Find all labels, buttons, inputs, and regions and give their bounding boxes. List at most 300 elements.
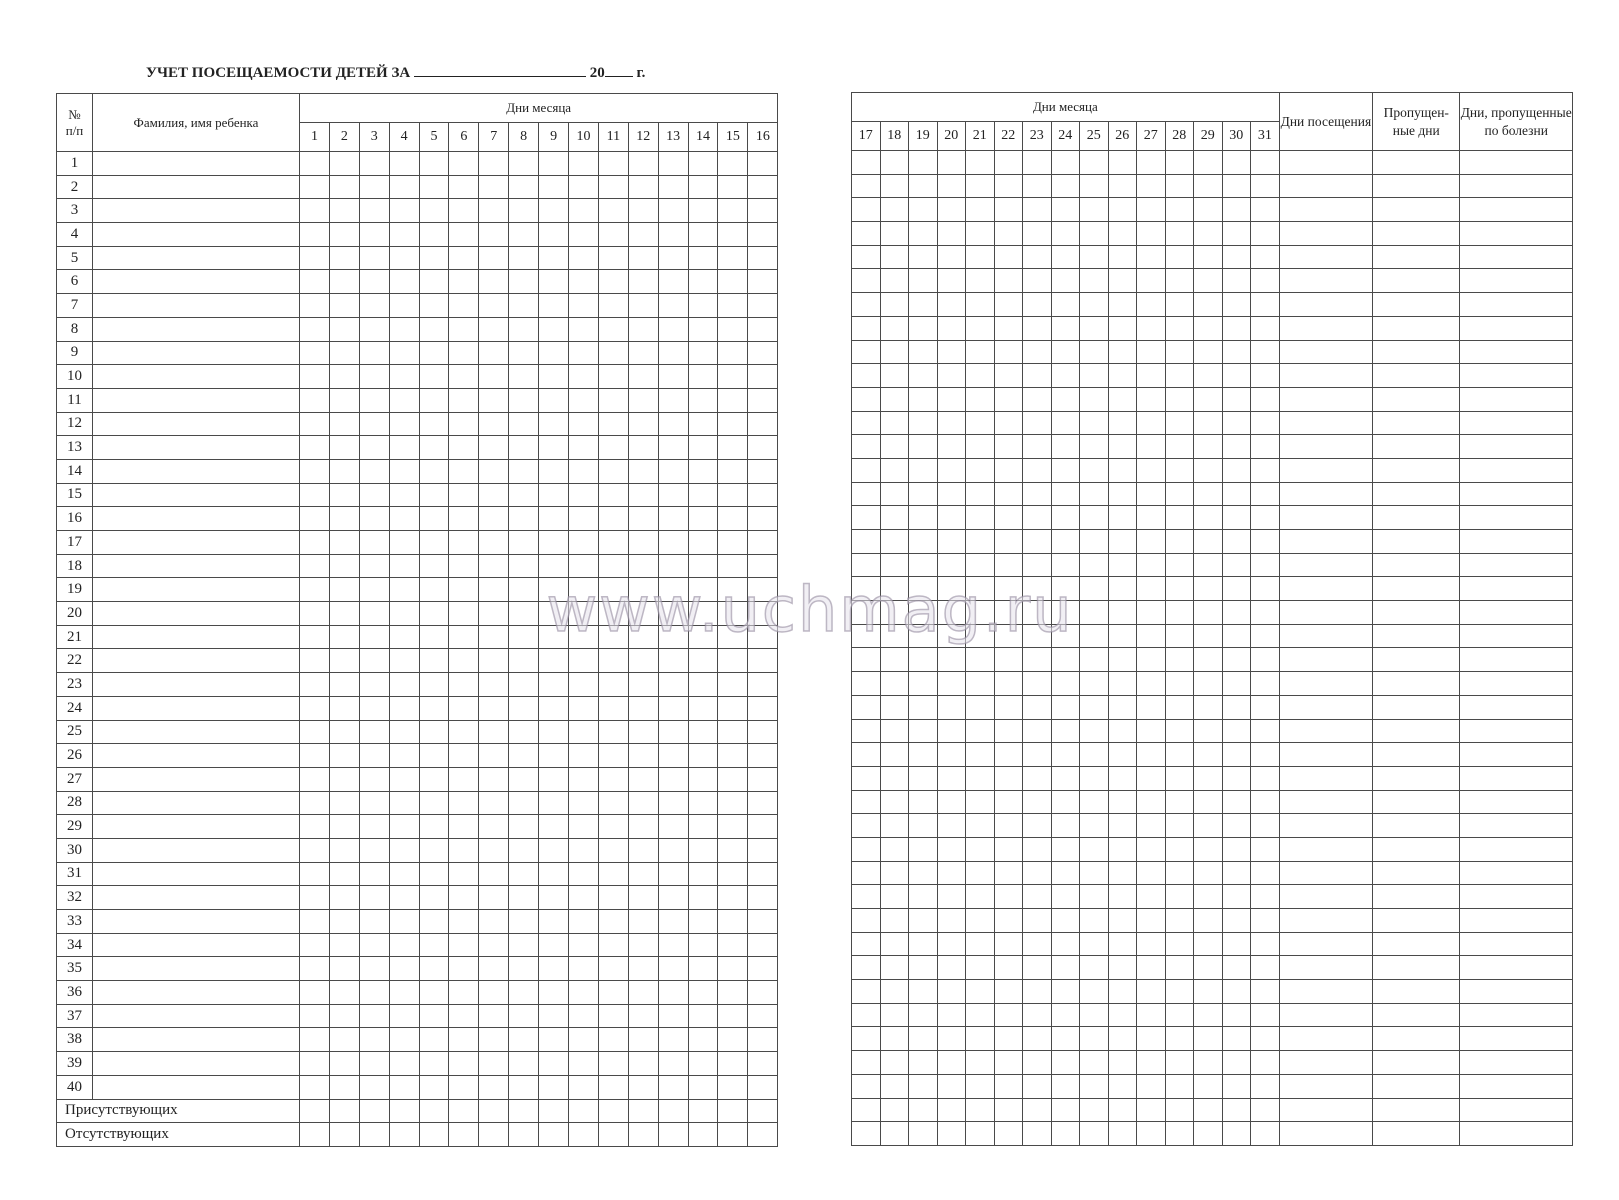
attendance-cell[interactable] <box>852 458 881 482</box>
attendance-cell[interactable] <box>852 601 881 625</box>
attendance-cell[interactable] <box>389 412 419 436</box>
attendance-cell[interactable] <box>1080 1122 1109 1146</box>
attendance-cell[interactable] <box>1222 861 1251 885</box>
attendance-cell[interactable] <box>937 530 966 554</box>
sick-days-cell[interactable] <box>1460 174 1573 198</box>
attendance-cell[interactable] <box>658 365 688 389</box>
attendance-cell[interactable] <box>449 602 479 626</box>
attendance-cell[interactable] <box>1080 151 1109 175</box>
attendance-cell[interactable] <box>909 482 938 506</box>
child-name-cell[interactable] <box>93 152 300 176</box>
attendance-cell[interactable] <box>880 245 909 269</box>
attendance-cell[interactable] <box>1080 269 1109 293</box>
child-name-cell[interactable] <box>93 459 300 483</box>
count-cell[interactable] <box>748 1099 778 1123</box>
attendance-cell[interactable] <box>909 1074 938 1098</box>
attendance-cell[interactable] <box>569 981 599 1005</box>
attendance-cell[interactable] <box>1108 411 1137 435</box>
attendance-cell[interactable] <box>1137 553 1166 577</box>
sick-days-cell[interactable] <box>1460 861 1573 885</box>
attendance-cell[interactable] <box>509 459 539 483</box>
attendance-cell[interactable] <box>1251 695 1280 719</box>
attendance-cell[interactable] <box>539 1028 569 1052</box>
attendance-cell[interactable] <box>880 506 909 530</box>
attended-days-cell[interactable] <box>1279 506 1372 530</box>
attendance-cell[interactable] <box>1222 672 1251 696</box>
attendance-cell[interactable] <box>1222 956 1251 980</box>
attendance-cell[interactable] <box>909 956 938 980</box>
attendance-cell[interactable] <box>1051 861 1080 885</box>
attendance-cell[interactable] <box>1137 932 1166 956</box>
attended-days-cell[interactable] <box>1279 1074 1372 1098</box>
missed-days-cell[interactable] <box>1373 316 1460 340</box>
attendance-cell[interactable] <box>748 791 778 815</box>
attendance-cell[interactable] <box>994 387 1023 411</box>
attendance-cell[interactable] <box>419 933 449 957</box>
child-name-cell[interactable] <box>93 933 300 957</box>
attendance-cell[interactable] <box>852 530 881 554</box>
missed-days-cell[interactable] <box>1373 387 1460 411</box>
attendance-cell[interactable] <box>1251 435 1280 459</box>
attendance-cell[interactable] <box>688 886 718 910</box>
attended-days-cell[interactable] <box>1279 743 1372 767</box>
attendance-cell[interactable] <box>300 649 330 673</box>
attendance-cell[interactable] <box>479 199 509 223</box>
attendance-cell[interactable] <box>748 720 778 744</box>
attendance-cell[interactable] <box>449 815 479 839</box>
attendance-cell[interactable] <box>688 341 718 365</box>
attendance-cell[interactable] <box>1051 601 1080 625</box>
attendance-cell[interactable] <box>718 507 748 531</box>
attended-days-cell[interactable] <box>1279 530 1372 554</box>
attendance-cell[interactable] <box>1222 695 1251 719</box>
attendance-cell[interactable] <box>509 341 539 365</box>
attendance-cell[interactable] <box>1080 530 1109 554</box>
sick-days-cell[interactable] <box>1460 790 1573 814</box>
attendance-cell[interactable] <box>1222 601 1251 625</box>
sick-days-cell[interactable] <box>1460 340 1573 364</box>
attendance-cell[interactable] <box>359 1075 389 1099</box>
attendance-cell[interactable] <box>1137 601 1166 625</box>
attendance-cell[interactable] <box>1165 482 1194 506</box>
sick-days-cell[interactable] <box>1460 885 1573 909</box>
count-cell[interactable] <box>509 1099 539 1123</box>
sick-days-cell[interactable] <box>1460 601 1573 625</box>
attendance-cell[interactable] <box>1251 814 1280 838</box>
sick-days-cell[interactable] <box>1460 814 1573 838</box>
attendance-cell[interactable] <box>966 743 995 767</box>
attendance-cell[interactable] <box>419 483 449 507</box>
attendance-cell[interactable] <box>628 483 658 507</box>
attendance-cell[interactable] <box>1023 340 1052 364</box>
attendance-cell[interactable] <box>1080 1074 1109 1098</box>
missed-days-cell[interactable] <box>1373 932 1460 956</box>
attendance-cell[interactable] <box>1194 364 1223 388</box>
sick-days-cell[interactable] <box>1460 695 1573 719</box>
attendance-cell[interactable] <box>389 507 419 531</box>
attendance-cell[interactable] <box>966 1003 995 1027</box>
attendance-cell[interactable] <box>1165 387 1194 411</box>
attendance-cell[interactable] <box>569 1075 599 1099</box>
attendance-cell[interactable] <box>880 1098 909 1122</box>
attendance-cell[interactable] <box>539 720 569 744</box>
attendance-cell[interactable] <box>1051 719 1080 743</box>
attendance-cell[interactable] <box>300 223 330 247</box>
attendance-cell[interactable] <box>300 554 330 578</box>
attendance-cell[interactable] <box>329 981 359 1005</box>
attendance-cell[interactable] <box>449 317 479 341</box>
attendance-cell[interactable] <box>300 270 330 294</box>
attendance-cell[interactable] <box>300 886 330 910</box>
attendance-cell[interactable] <box>937 151 966 175</box>
attendance-cell[interactable] <box>688 152 718 176</box>
attendance-cell[interactable] <box>1051 980 1080 1004</box>
attendance-cell[interactable] <box>1051 790 1080 814</box>
attendance-cell[interactable] <box>718 412 748 436</box>
attendance-cell[interactable] <box>880 293 909 317</box>
sick-days-cell[interactable] <box>1460 530 1573 554</box>
attendance-cell[interactable] <box>1023 387 1052 411</box>
attendance-cell[interactable] <box>1051 1098 1080 1122</box>
attendance-cell[interactable] <box>909 577 938 601</box>
attendance-cell[interactable] <box>569 862 599 886</box>
attendance-cell[interactable] <box>966 530 995 554</box>
attendance-cell[interactable] <box>479 270 509 294</box>
attendance-cell[interactable] <box>389 175 419 199</box>
attendance-cell[interactable] <box>718 388 748 412</box>
sick-days-cell[interactable] <box>1460 980 1573 1004</box>
child-name-cell[interactable] <box>93 791 300 815</box>
attendance-cell[interactable] <box>419 862 449 886</box>
attended-days-cell[interactable] <box>1279 174 1372 198</box>
attendance-cell[interactable] <box>300 1028 330 1052</box>
attendance-cell[interactable] <box>1051 1027 1080 1051</box>
attendance-cell[interactable] <box>937 790 966 814</box>
attendance-cell[interactable] <box>994 458 1023 482</box>
attendance-cell[interactable] <box>658 649 688 673</box>
attendance-cell[interactable] <box>1165 458 1194 482</box>
attendance-cell[interactable] <box>1023 814 1052 838</box>
attendance-cell[interactable] <box>1194 340 1223 364</box>
sick-days-cell[interactable] <box>1460 719 1573 743</box>
attendance-cell[interactable] <box>909 695 938 719</box>
attendance-cell[interactable] <box>1023 1003 1052 1027</box>
attendance-cell[interactable] <box>569 696 599 720</box>
attendance-cell[interactable] <box>419 886 449 910</box>
attendance-cell[interactable] <box>994 482 1023 506</box>
attendance-cell[interactable] <box>1023 151 1052 175</box>
attendance-cell[interactable] <box>419 388 449 412</box>
attendance-cell[interactable] <box>419 744 449 768</box>
attended-days-cell[interactable] <box>1279 956 1372 980</box>
attendance-cell[interactable] <box>389 981 419 1005</box>
attendance-cell[interactable] <box>1108 1051 1137 1075</box>
attendance-cell[interactable] <box>1194 530 1223 554</box>
attendance-cell[interactable] <box>598 720 628 744</box>
count-cell[interactable] <box>748 1123 778 1147</box>
attendance-cell[interactable] <box>658 223 688 247</box>
attendance-cell[interactable] <box>718 720 748 744</box>
attendance-cell[interactable] <box>479 862 509 886</box>
attendance-cell[interactable] <box>419 981 449 1005</box>
attendance-cell[interactable] <box>1194 222 1223 246</box>
attendance-cell[interactable] <box>598 1028 628 1052</box>
attendance-cell[interactable] <box>1251 672 1280 696</box>
attendance-cell[interactable] <box>880 790 909 814</box>
attendance-cell[interactable] <box>937 245 966 269</box>
attendance-cell[interactable] <box>852 885 881 909</box>
attendance-cell[interactable] <box>718 744 748 768</box>
attendance-cell[interactable] <box>966 766 995 790</box>
attendance-cell[interactable] <box>1108 695 1137 719</box>
attendance-cell[interactable] <box>966 482 995 506</box>
attendance-cell[interactable] <box>852 269 881 293</box>
attendance-cell[interactable] <box>449 886 479 910</box>
attendance-cell[interactable] <box>994 956 1023 980</box>
attendance-cell[interactable] <box>329 933 359 957</box>
attendance-cell[interactable] <box>1108 222 1137 246</box>
attendance-cell[interactable] <box>1080 790 1109 814</box>
attendance-cell[interactable] <box>598 246 628 270</box>
attendance-cell[interactable] <box>1194 909 1223 933</box>
attended-days-cell[interactable] <box>1279 222 1372 246</box>
attendance-cell[interactable] <box>880 387 909 411</box>
child-name-cell[interactable] <box>93 744 300 768</box>
attendance-cell[interactable] <box>509 365 539 389</box>
attendance-cell[interactable] <box>880 861 909 885</box>
child-name-cell[interactable] <box>93 625 300 649</box>
attendance-cell[interactable] <box>994 601 1023 625</box>
attendance-cell[interactable] <box>1023 482 1052 506</box>
attendance-cell[interactable] <box>1051 151 1080 175</box>
attendance-cell[interactable] <box>1194 577 1223 601</box>
missed-days-cell[interactable] <box>1373 482 1460 506</box>
attendance-cell[interactable] <box>1222 885 1251 909</box>
attendance-cell[interactable] <box>1251 1098 1280 1122</box>
missed-days-cell[interactable] <box>1373 530 1460 554</box>
attendance-cell[interactable] <box>479 246 509 270</box>
missed-days-cell[interactable] <box>1373 909 1460 933</box>
attendance-cell[interactable] <box>1080 506 1109 530</box>
attendance-cell[interactable] <box>419 1052 449 1076</box>
attendance-cell[interactable] <box>1023 861 1052 885</box>
attendance-cell[interactable] <box>966 719 995 743</box>
year-blank-line[interactable] <box>605 62 633 77</box>
attendance-cell[interactable] <box>509 767 539 791</box>
attendance-cell[interactable] <box>852 932 881 956</box>
attendance-cell[interactable] <box>1165 1098 1194 1122</box>
attendance-cell[interactable] <box>1051 245 1080 269</box>
attendance-cell[interactable] <box>359 910 389 934</box>
attendance-cell[interactable] <box>1194 553 1223 577</box>
attendance-cell[interactable] <box>1137 269 1166 293</box>
attendance-cell[interactable] <box>1194 151 1223 175</box>
attendance-cell[interactable] <box>1108 577 1137 601</box>
attendance-cell[interactable] <box>569 199 599 223</box>
attendance-cell[interactable] <box>1251 482 1280 506</box>
attendance-cell[interactable] <box>1023 1027 1052 1051</box>
attendance-cell[interactable] <box>658 270 688 294</box>
attendance-cell[interactable] <box>628 531 658 555</box>
attended-days-cell[interactable] <box>1279 601 1372 625</box>
attendance-cell[interactable] <box>419 1004 449 1028</box>
attendance-cell[interactable] <box>909 719 938 743</box>
attendance-cell[interactable] <box>449 246 479 270</box>
attendance-cell[interactable] <box>509 1052 539 1076</box>
attended-days-cell[interactable] <box>1279 387 1372 411</box>
attendance-cell[interactable] <box>329 483 359 507</box>
attendance-cell[interactable] <box>994 1098 1023 1122</box>
attendance-cell[interactable] <box>748 862 778 886</box>
attendance-cell[interactable] <box>880 364 909 388</box>
attendance-cell[interactable] <box>449 910 479 934</box>
attendance-cell[interactable] <box>1194 1027 1223 1051</box>
attendance-cell[interactable] <box>300 981 330 1005</box>
attendance-cell[interactable] <box>909 340 938 364</box>
attendance-cell[interactable] <box>852 316 881 340</box>
attendance-cell[interactable] <box>748 412 778 436</box>
attendance-cell[interactable] <box>329 1004 359 1028</box>
attendance-cell[interactable] <box>718 673 748 697</box>
attendance-cell[interactable] <box>389 1004 419 1028</box>
attendance-cell[interactable] <box>1222 553 1251 577</box>
attendance-cell[interactable] <box>658 1052 688 1076</box>
attendance-cell[interactable] <box>329 578 359 602</box>
attendance-cell[interactable] <box>1222 293 1251 317</box>
attendance-cell[interactable] <box>937 198 966 222</box>
attendance-cell[interactable] <box>539 175 569 199</box>
attendance-cell[interactable] <box>994 672 1023 696</box>
attendance-cell[interactable] <box>1137 411 1166 435</box>
child-name-cell[interactable] <box>93 388 300 412</box>
attendance-cell[interactable] <box>1165 743 1194 767</box>
attendance-cell[interactable] <box>628 791 658 815</box>
attendance-cell[interactable] <box>937 648 966 672</box>
attendance-cell[interactable] <box>880 766 909 790</box>
attendance-cell[interactable] <box>1080 743 1109 767</box>
attendance-cell[interactable] <box>300 696 330 720</box>
attendance-cell[interactable] <box>539 199 569 223</box>
attendance-cell[interactable] <box>937 435 966 459</box>
attendance-cell[interactable] <box>569 933 599 957</box>
attendance-cell[interactable] <box>419 578 449 602</box>
attendance-cell[interactable] <box>449 981 479 1005</box>
attendance-cell[interactable] <box>1222 482 1251 506</box>
attendance-cell[interactable] <box>880 458 909 482</box>
attendance-cell[interactable] <box>909 743 938 767</box>
attendance-cell[interactable] <box>329 602 359 626</box>
attendance-cell[interactable] <box>1108 648 1137 672</box>
child-name-cell[interactable] <box>93 1052 300 1076</box>
missed-days-cell[interactable] <box>1373 980 1460 1004</box>
attendance-cell[interactable] <box>359 886 389 910</box>
attendance-cell[interactable] <box>389 246 419 270</box>
attendance-cell[interactable] <box>598 910 628 934</box>
attendance-cell[interactable] <box>1165 435 1194 459</box>
attendance-cell[interactable] <box>909 435 938 459</box>
attendance-cell[interactable] <box>419 910 449 934</box>
attendance-cell[interactable] <box>748 388 778 412</box>
attendance-cell[interactable] <box>1222 245 1251 269</box>
attendance-cell[interactable] <box>1251 1003 1280 1027</box>
child-name-cell[interactable] <box>93 507 300 531</box>
attendance-cell[interactable] <box>748 696 778 720</box>
attendance-cell[interactable] <box>1108 601 1137 625</box>
attendance-cell[interactable] <box>1080 861 1109 885</box>
attendance-cell[interactable] <box>1137 174 1166 198</box>
attendance-cell[interactable] <box>1222 1027 1251 1051</box>
attendance-cell[interactable] <box>1251 766 1280 790</box>
attendance-cell[interactable] <box>994 506 1023 530</box>
attendance-cell[interactable] <box>852 1027 881 1051</box>
attendance-cell[interactable] <box>1108 316 1137 340</box>
attendance-cell[interactable] <box>479 744 509 768</box>
attendance-cell[interactable] <box>658 246 688 270</box>
attendance-cell[interactable] <box>1165 506 1194 530</box>
attendance-cell[interactable] <box>1194 198 1223 222</box>
attendance-cell[interactable] <box>1023 695 1052 719</box>
attendance-cell[interactable] <box>966 601 995 625</box>
attendance-cell[interactable] <box>539 649 569 673</box>
attendance-cell[interactable] <box>1080 1098 1109 1122</box>
attendance-cell[interactable] <box>479 412 509 436</box>
attendance-cell[interactable] <box>1251 198 1280 222</box>
attendance-cell[interactable] <box>880 885 909 909</box>
attendance-cell[interactable] <box>539 531 569 555</box>
missed-days-cell[interactable] <box>1373 411 1460 435</box>
attendance-cell[interactable] <box>359 341 389 365</box>
missed-days-cell[interactable] <box>1373 364 1460 388</box>
attendance-cell[interactable] <box>389 744 419 768</box>
attendance-cell[interactable] <box>1080 766 1109 790</box>
attendance-cell[interactable] <box>1051 316 1080 340</box>
attendance-cell[interactable] <box>329 815 359 839</box>
attendance-cell[interactable] <box>1137 316 1166 340</box>
attendance-cell[interactable] <box>994 411 1023 435</box>
child-name-cell[interactable] <box>93 602 300 626</box>
sick-days-cell[interactable] <box>1460 956 1573 980</box>
attendance-cell[interactable] <box>748 246 778 270</box>
attendance-cell[interactable] <box>937 458 966 482</box>
attendance-cell[interactable] <box>1051 695 1080 719</box>
attendance-cell[interactable] <box>994 909 1023 933</box>
attendance-cell[interactable] <box>1251 293 1280 317</box>
attendance-cell[interactable] <box>539 1052 569 1076</box>
attendance-cell[interactable] <box>966 624 995 648</box>
attendance-cell[interactable] <box>937 837 966 861</box>
attendance-cell[interactable] <box>389 152 419 176</box>
attendance-cell[interactable] <box>748 744 778 768</box>
attendance-cell[interactable] <box>1080 198 1109 222</box>
attendance-cell[interactable] <box>329 412 359 436</box>
attendance-cell[interactable] <box>419 341 449 365</box>
attendance-cell[interactable] <box>1165 222 1194 246</box>
attendance-cell[interactable] <box>909 364 938 388</box>
attendance-cell[interactable] <box>569 1004 599 1028</box>
attendance-cell[interactable] <box>1165 577 1194 601</box>
attendance-cell[interactable] <box>539 744 569 768</box>
attendance-cell[interactable] <box>359 246 389 270</box>
attendance-cell[interactable] <box>539 246 569 270</box>
attendance-cell[interactable] <box>937 482 966 506</box>
attendance-cell[interactable] <box>539 270 569 294</box>
attendance-cell[interactable] <box>479 981 509 1005</box>
attendance-cell[interactable] <box>937 956 966 980</box>
count-cell[interactable] <box>569 1099 599 1123</box>
attendance-cell[interactable] <box>300 862 330 886</box>
attendance-cell[interactable] <box>628 554 658 578</box>
attendance-cell[interactable] <box>1194 482 1223 506</box>
